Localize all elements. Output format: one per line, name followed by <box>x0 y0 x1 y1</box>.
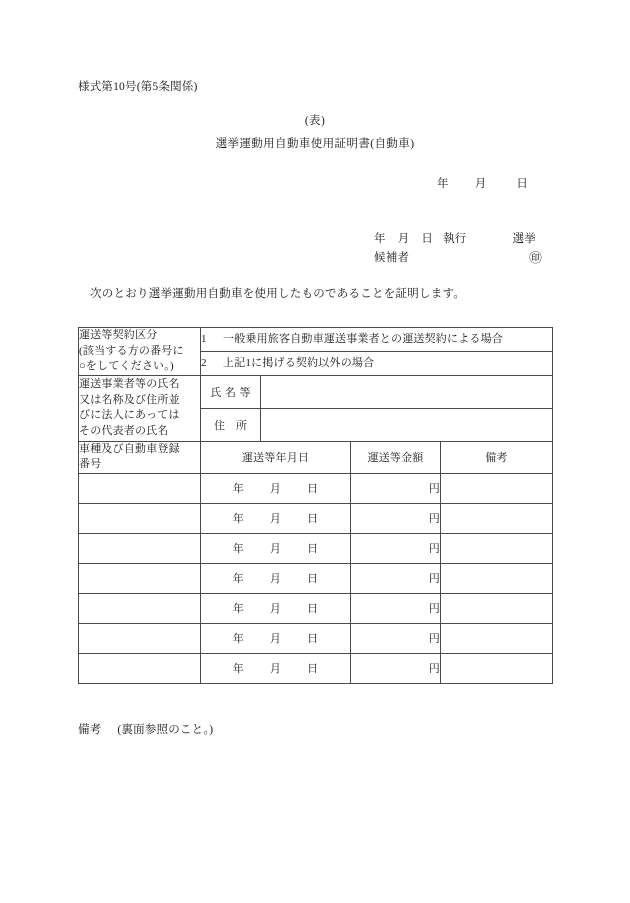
entry-vehicle[interactable] <box>79 503 201 533</box>
entry-vehicle[interactable] <box>79 653 201 683</box>
entry-date-year: 年 <box>232 663 244 675</box>
issue-date-day: 日 <box>516 178 529 190</box>
entry-date-year: 年 <box>232 633 244 645</box>
certificate-table <box>78 327 553 684</box>
entry-date[interactable] <box>201 533 351 563</box>
table-row-operator-name <box>79 375 553 408</box>
entry-date-year: 年 <box>232 603 244 615</box>
contract-option-1-number: 1 <box>201 332 207 345</box>
election-date-line <box>374 230 542 249</box>
column-header-remarks: 備考 <box>441 441 553 473</box>
entry-vehicle[interactable] <box>79 623 201 653</box>
contract-label-line1: 運送等契約区分 <box>79 329 158 341</box>
entry-vehicle[interactable] <box>79 533 201 563</box>
entry-remarks[interactable] <box>441 593 553 623</box>
candidate-label: 候補者 <box>374 252 410 264</box>
operator-name-label <box>201 375 261 408</box>
operator-label-line4: その代表者の氏名 <box>79 424 169 437</box>
table-row <box>79 623 553 653</box>
entry-amount[interactable]: 円 <box>351 473 441 503</box>
certification-statement: 次のとおり選挙運動用自動車を使用したものであることを証明します。 <box>90 288 466 300</box>
column-header-amount: 運送等金額 <box>351 441 441 473</box>
entry-date[interactable] <box>201 563 351 593</box>
entry-remarks[interactable] <box>441 563 553 593</box>
operator-label-line3: びに法人にあっては <box>79 409 180 421</box>
contract-section-label <box>79 328 201 376</box>
entry-amount[interactable]: 円 <box>351 653 441 683</box>
column-header-transport-date: 運送等年月日 <box>201 441 351 473</box>
operator-name-value[interactable] <box>261 375 553 408</box>
entry-date-month: 月 <box>269 663 282 675</box>
footnote-label: 備考 <box>78 724 102 736</box>
entry-remarks[interactable] <box>441 473 553 503</box>
vehicle-header-line1: 車種及び自動車登録 <box>79 442 180 455</box>
entry-date-day: 日 <box>307 633 319 645</box>
candidate-line <box>374 249 542 268</box>
title-side-label: (表) <box>304 115 326 127</box>
entry-remarks[interactable] <box>441 503 553 533</box>
issue-date-month: 月 <box>474 178 487 190</box>
operator-address-label-text: 住所 <box>214 419 258 432</box>
contract-option-1[interactable] <box>201 328 553 352</box>
entry-remarks[interactable] <box>441 533 553 563</box>
election-execution-label: 執行 <box>443 233 467 245</box>
table-row <box>79 563 553 593</box>
table-row <box>79 473 553 503</box>
entry-date-day: 日 <box>307 483 319 495</box>
entry-date-month: 月 <box>269 573 282 585</box>
election-day: 日 <box>421 233 434 245</box>
entry-date-year: 年 <box>232 513 244 525</box>
entry-remarks[interactable] <box>441 653 553 683</box>
entry-date[interactable] <box>201 623 351 653</box>
election-label: 選挙 <box>512 233 536 245</box>
entry-amount[interactable]: 円 <box>351 533 441 563</box>
entry-date[interactable] <box>201 473 351 503</box>
operator-name-label-text: 氏名等 <box>210 386 254 399</box>
election-month: 月 <box>397 233 410 245</box>
contract-label-line3: ○をしてください。) <box>79 360 174 372</box>
entry-date-month: 月 <box>269 633 282 645</box>
entry-date-year: 年 <box>232 543 244 555</box>
table-row <box>79 503 553 533</box>
contract-label-line2: (該当する方の番号に <box>79 344 184 357</box>
table-row-contract-1 <box>79 328 553 352</box>
page-title: 選挙運動用自動車使用証明書(自動車) <box>215 138 415 150</box>
election-year: 年 <box>374 233 386 245</box>
footnote <box>78 721 213 737</box>
entry-date-month: 月 <box>269 603 282 615</box>
entry-date-day: 日 <box>307 603 319 615</box>
entry-date[interactable] <box>201 503 351 533</box>
footnote-text: (裏面参照のこと。) <box>117 724 214 736</box>
operator-section-label <box>79 375 201 441</box>
entry-date-year: 年 <box>232 573 244 585</box>
entry-date-year: 年 <box>232 483 244 495</box>
column-header-vehicle <box>79 441 201 473</box>
entry-date-month: 月 <box>269 483 282 495</box>
table-row <box>79 653 553 683</box>
contract-option-2-number: 2 <box>201 356 207 369</box>
entry-date-day: 日 <box>307 663 319 675</box>
election-candidate-block <box>374 230 542 268</box>
operator-address-label <box>201 408 261 441</box>
seal-icon: ㊞ <box>529 251 542 265</box>
entry-amount[interactable]: 円 <box>351 593 441 623</box>
entry-date[interactable] <box>201 653 351 683</box>
contract-option-2-text: 上記1に掲げる契約以外の場合 <box>223 356 375 369</box>
entry-remarks[interactable] <box>441 623 553 653</box>
entry-vehicle[interactable] <box>79 473 201 503</box>
entry-date[interactable] <box>201 593 351 623</box>
entry-date-month: 月 <box>269 543 282 555</box>
title-block <box>0 112 630 154</box>
issue-date-line <box>437 175 528 191</box>
table-row <box>79 533 553 563</box>
contract-option-1-text: 一般乗用旅客自動車運送事業者との運送契約による場合 <box>223 332 503 345</box>
operator-address-value[interactable] <box>261 408 553 441</box>
entry-date-day: 日 <box>307 573 319 585</box>
form-number: 様式第10号(第5条関係) <box>78 81 198 93</box>
table-row <box>79 593 553 623</box>
entry-vehicle[interactable] <box>79 593 201 623</box>
contract-option-2[interactable] <box>201 351 553 375</box>
entry-date-day: 日 <box>307 543 319 555</box>
entry-amount[interactable]: 円 <box>351 503 441 533</box>
issue-date-year: 年 <box>437 178 449 190</box>
entry-date-day: 日 <box>307 513 319 525</box>
vehicle-header-line2: 番号 <box>79 458 102 470</box>
entry-amount[interactable]: 円 <box>351 623 441 653</box>
operator-label-line1: 運送事業者等の氏名 <box>79 378 180 390</box>
operator-label-line2: 又は名称及び住所並 <box>79 393 180 406</box>
entry-amount[interactable]: 円 <box>351 563 441 593</box>
table-header-row <box>79 441 553 473</box>
entry-date-month: 月 <box>269 513 282 525</box>
entry-vehicle[interactable] <box>79 563 201 593</box>
